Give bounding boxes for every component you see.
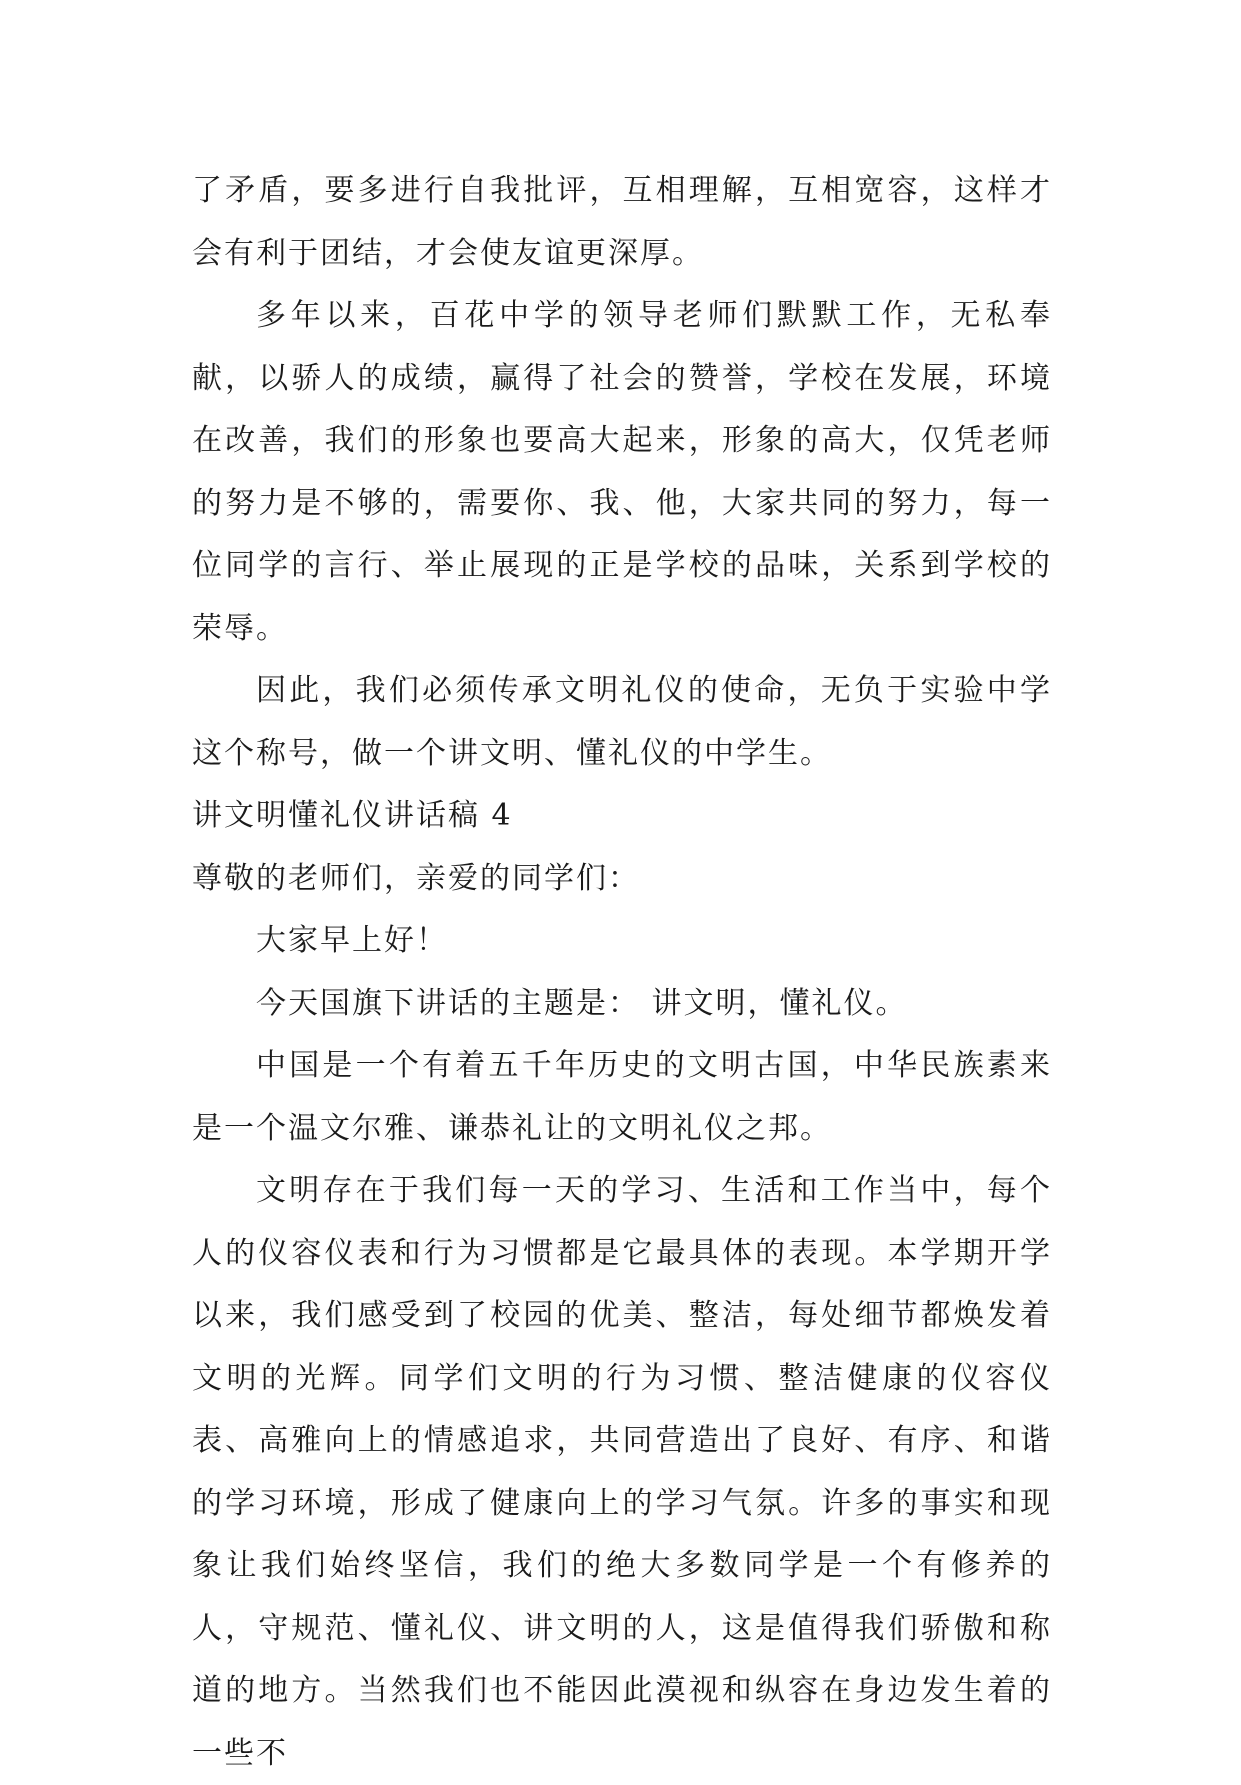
section-heading: 讲文明懂礼仪讲话稿 4: [192, 798, 513, 833]
paragraph-4: 中国是一个有着五千年历史的文明古国，中华民族素来是一个温文尔雅、谦恭礼让的文明礼仪之邦。: [192, 1048, 1052, 1146]
topic-line: 今天国旗下讲话的主题是： 讲文明，懂礼仪。: [256, 985, 908, 1021]
paragraph-5: 文明存在于我们每一天的学习、生活和工作当中，每个人的仪容仪表和行为习惯都是它最具体的表现。本学期开学以来，我们感受到了校园的优美、整洁，每处细节都焕发着文明的光辉。同学们文明的行为习惯、整洁健康的仪容仪表、高雅向上的情感追求，共同营造出了良好、有序、和谐的学习环境，形成了健康向上的学习气氛。许多的事实和现象让我们始终坚信，我们的绝大多数同学是一个有修养的人，守规范、懂礼仪、讲文明的人，这是值得我们骄傲和称道的地方。当然我们也不能因此漠视和纵容在身边发生着的一些不: [192, 1173, 1052, 1771]
paragraph-3: 因此，我们必须传承文明礼仪的使命，无负于实验中学这个称号，做一个讲文明、懂礼仪的中学生。: [192, 673, 1052, 771]
paragraph-1: 了矛盾，要多进行自我批评，互相理解，互相宽容，这样才会有利于团结，才会使友谊更深厚。: [192, 173, 1052, 271]
greeting: 大家早上好！: [256, 923, 448, 958]
salutation: 尊敬的老师们，亲爱的同学们：: [192, 860, 640, 896]
document-body: [192, 160, 1052, 1785]
paragraph-2: 多年以来，百花中学的领导老师们默默工作，无私奉献，以骄人的成绩，赢得了社会的赞誉，学校在发展，环境在改善，我们的形象也要高大起来，形象的高大，仅凭老师的努力是不够的，需要你、我、他，大家共同的努力，每一位同学的言行、举止展现的正是学校的品味，关系到学校的荣辱。: [192, 298, 1052, 646]
